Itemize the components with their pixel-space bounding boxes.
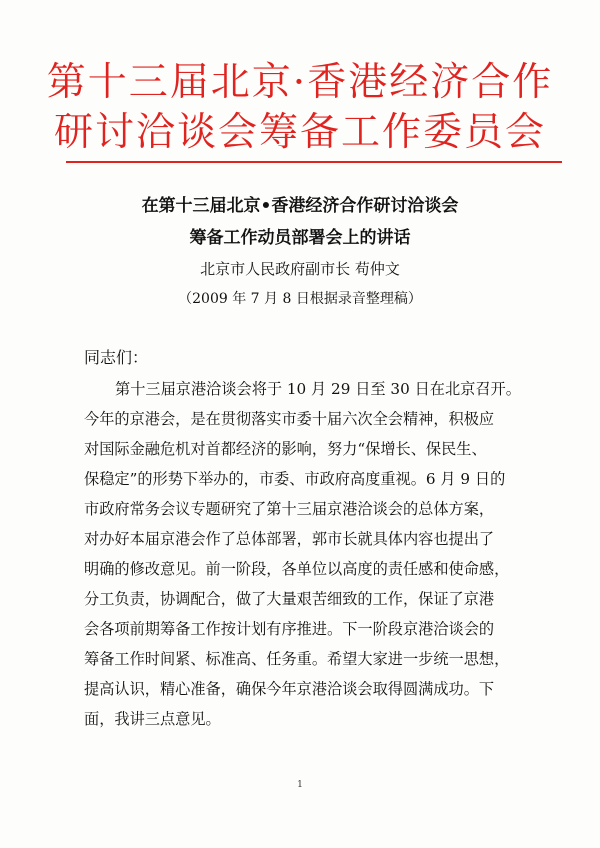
letterhead-line-1: 第十三届北京·香港经济合作 [46,60,554,105]
speech-title-line-1: 在第十三届北京•香港经济合作研讨洽谈会 [141,196,459,216]
speech-date: （2009 年 7 月 8 日根据录音整理稿） [178,291,422,307]
speech-heading [0,190,600,314]
body-line: 分工负责，协调配合，做了大量艰苦细致的工作，保证了京港 [84,590,495,608]
speech-author: 北京市人民政府副市长 苟仲文 [200,260,400,278]
body-line: 保稳定”的形势下举办的，市委、市政府高度重视。6 月 9 日的 [84,470,506,488]
body-line: 对国际金融危机对首都经济的影响，努力“保增长、保民生、 [84,440,487,458]
page-number: 1 [297,780,303,790]
body-line: 面，我讲三点意见。 [84,710,221,728]
body-line: 对办好本届京港会作了总体部署，郭市长就具体内容也提出了 [84,530,495,548]
salutation: 同志们： [84,348,149,367]
letterhead-line-2: 研讨洽谈会筹备工作委员会 [53,110,546,155]
letterhead [0,58,600,158]
body-line: 市政府常务会议专题研究了第十三届京港洽谈会的总体方案， [84,500,495,518]
body-line: 今年的京港会，是在贯彻落实市委十届六次全会精神，积极应 [84,410,495,428]
body-line: 提高认识，精心准备，确保今年京港洽谈会取得圆满成功。下 [84,680,495,698]
body-line: 明确的修改意见。前一阶段，各单位以高度的责任感和使命感， [84,560,510,578]
body-paragraph [84,374,544,734]
body-line: 筹备工作时间紧、标准高、任务重。希望大家进一步统一思想， [84,650,510,668]
body-line: 会各项前期筹备工作按计划有序推进。下一阶段京港洽谈会的 [84,620,495,638]
body-line: 第十三届京港洽谈会将于 10 月 29 日至 30 日在北京召开。 [115,380,521,398]
speech-title-line-2: 筹备工作动员部署会上的讲话 [189,228,411,248]
letterhead-divider [66,161,562,163]
